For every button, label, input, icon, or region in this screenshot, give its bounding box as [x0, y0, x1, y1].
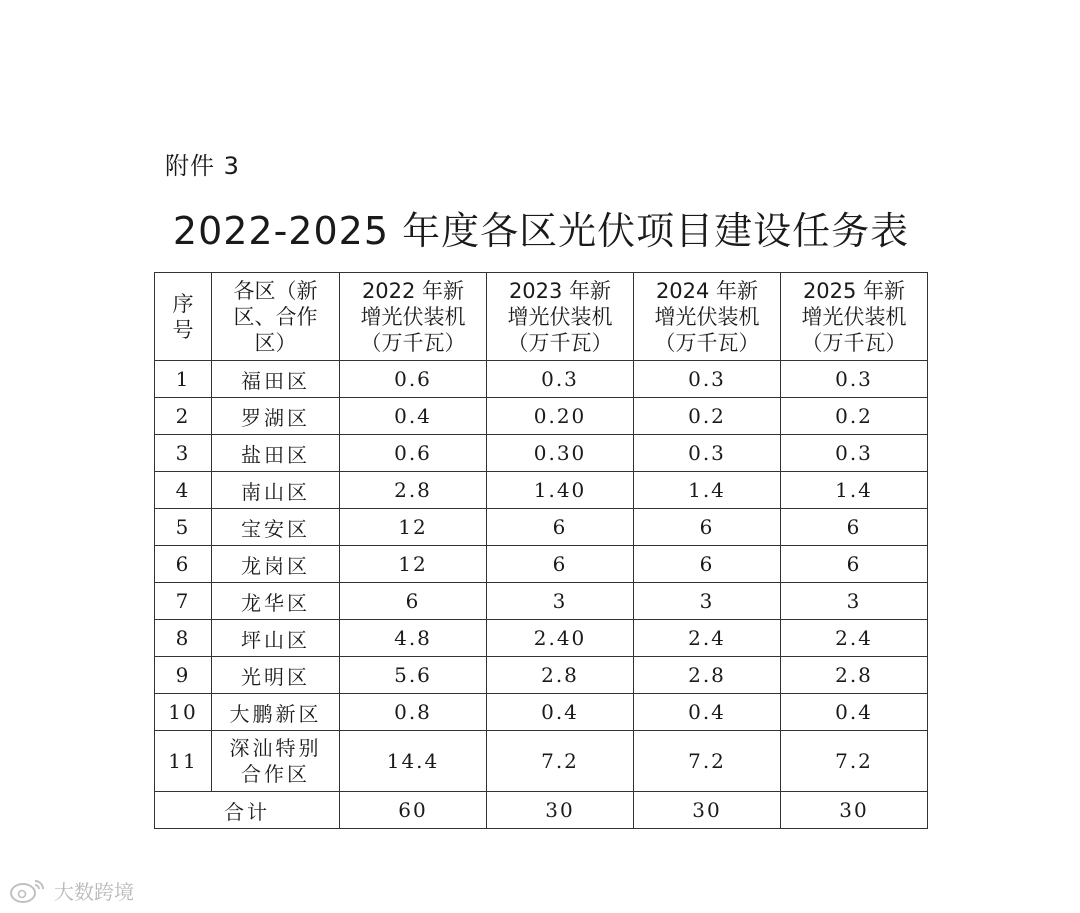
cell-2023: 2.40 — [487, 620, 634, 657]
cell-2022: 12 — [340, 509, 487, 546]
weibo-icon — [8, 875, 48, 905]
cell-area — [212, 731, 340, 792]
header-line: 序 — [172, 291, 194, 316]
cell-area: 大鹏新区 — [212, 694, 340, 731]
header-2022 — [340, 273, 487, 361]
table-row — [155, 620, 928, 657]
cell-2022: 0.8 — [340, 694, 487, 731]
header-line: 增光伏装机 — [360, 304, 466, 329]
header-no — [155, 273, 212, 361]
table-row — [155, 583, 928, 620]
cell-2024: 1.4 — [634, 472, 781, 509]
cell-2025: 3 — [781, 583, 928, 620]
cell-2023: 1.40 — [487, 472, 634, 509]
cell-area: 光明区 — [212, 657, 340, 694]
area-line: 深汕特别 — [229, 736, 322, 760]
header-line: 号 — [172, 317, 194, 342]
total-label: 合计 — [155, 792, 340, 829]
cell-2025: 2.4 — [781, 620, 928, 657]
cell-2024: 0.2 — [634, 398, 781, 435]
cell-2024: 2.8 — [634, 657, 781, 694]
header-line: （万千瓦） — [654, 330, 760, 355]
cell-area: 龙华区 — [212, 583, 340, 620]
cell-2022: 2.8 — [340, 472, 487, 509]
cell-2024: 6 — [634, 509, 781, 546]
cell-2022: 5.6 — [340, 657, 487, 694]
cell-2024: 0.4 — [634, 694, 781, 731]
table-row — [155, 472, 928, 509]
cell-2024: 3 — [634, 583, 781, 620]
task-table — [154, 272, 928, 829]
cell-no: 5 — [155, 509, 212, 546]
cell-2022: 12 — [340, 546, 487, 583]
attachment-label: 附件 3 — [165, 152, 240, 180]
table-header-row — [155, 273, 928, 361]
total-2023: 30 — [487, 792, 634, 829]
cell-no: 3 — [155, 435, 212, 472]
header-2024 — [634, 273, 781, 361]
cell-2023: 0.30 — [487, 435, 634, 472]
cell-2023: 2.8 — [487, 657, 634, 694]
table-row — [155, 731, 928, 792]
cell-no: 11 — [155, 731, 212, 792]
cell-2024: 0.3 — [634, 435, 781, 472]
cell-area: 福田区 — [212, 361, 340, 398]
cell-area: 龙岗区 — [212, 546, 340, 583]
header-line: 增光伏装机 — [507, 304, 613, 329]
header-area — [212, 273, 340, 361]
cell-2024: 7.2 — [634, 731, 781, 792]
area-line: 合作区 — [241, 762, 310, 786]
watermark-text: 大数跨境 — [54, 879, 134, 904]
table-row — [155, 398, 928, 435]
cell-2022: 14.4 — [340, 731, 487, 792]
cell-no: 7 — [155, 583, 212, 620]
cell-2022: 4.8 — [340, 620, 487, 657]
header-2025 — [781, 273, 928, 361]
table-row — [155, 694, 928, 731]
cell-2022: 6 — [340, 583, 487, 620]
cell-2025: 1.4 — [781, 472, 928, 509]
header-line: 2024 年新 — [655, 278, 759, 303]
cell-2025: 0.4 — [781, 694, 928, 731]
cell-area: 罗湖区 — [212, 398, 340, 435]
cell-2022: 0.6 — [340, 435, 487, 472]
header-line: （万千瓦） — [360, 330, 466, 355]
cell-no: 1 — [155, 361, 212, 398]
cell-2025: 2.8 — [781, 657, 928, 694]
table-row — [155, 435, 928, 472]
table-total-row — [155, 792, 928, 829]
header-line: （万千瓦） — [801, 330, 907, 355]
header-line: 区） — [254, 330, 297, 355]
cell-2023: 3 — [487, 583, 634, 620]
cell-no: 9 — [155, 657, 212, 694]
total-2024: 30 — [634, 792, 781, 829]
cell-2025: 0.2 — [781, 398, 928, 435]
header-line: 2022 年新 — [361, 278, 465, 303]
header-line: 增光伏装机 — [801, 304, 907, 329]
cell-2023: 0.4 — [487, 694, 634, 731]
cell-no: 2 — [155, 398, 212, 435]
cell-2025: 0.3 — [781, 435, 928, 472]
cell-no: 8 — [155, 620, 212, 657]
cell-area: 宝安区 — [212, 509, 340, 546]
cell-2023: 7.2 — [487, 731, 634, 792]
header-line: 2023 年新 — [508, 278, 612, 303]
cell-area: 坪山区 — [212, 620, 340, 657]
cell-2024: 6 — [634, 546, 781, 583]
cell-no: 4 — [155, 472, 212, 509]
cell-2025: 6 — [781, 546, 928, 583]
cell-no: 6 — [155, 546, 212, 583]
cell-2022: 0.4 — [340, 398, 487, 435]
cell-area: 盐田区 — [212, 435, 340, 472]
table-row — [155, 361, 928, 398]
header-2023 — [487, 273, 634, 361]
table-row — [155, 546, 928, 583]
cell-2025: 0.3 — [781, 361, 928, 398]
total-2022: 60 — [340, 792, 487, 829]
cell-2023: 0.3 — [487, 361, 634, 398]
header-line: 增光伏装机 — [654, 304, 760, 329]
cell-area: 南山区 — [212, 472, 340, 509]
total-2025: 30 — [781, 792, 928, 829]
cell-2025: 6 — [781, 509, 928, 546]
cell-no: 10 — [155, 694, 212, 731]
header-line: 各区（新 — [233, 278, 318, 303]
cell-2024: 2.4 — [634, 620, 781, 657]
cell-2022: 0.6 — [340, 361, 487, 398]
cell-2024: 0.3 — [634, 361, 781, 398]
cell-2025: 7.2 — [781, 731, 928, 792]
table-row — [155, 509, 928, 546]
header-line: （万千瓦） — [507, 330, 613, 355]
header-line: 2025 年新 — [802, 278, 906, 303]
table-row — [155, 657, 928, 694]
cell-2023: 0.20 — [487, 398, 634, 435]
document-title: 2022-2025 年度各区光伏项目建设任务表 — [172, 209, 910, 253]
cell-2023: 6 — [487, 546, 634, 583]
header-line: 区、合作 — [233, 304, 318, 329]
watermark — [8, 875, 134, 905]
cell-2023: 6 — [487, 509, 634, 546]
